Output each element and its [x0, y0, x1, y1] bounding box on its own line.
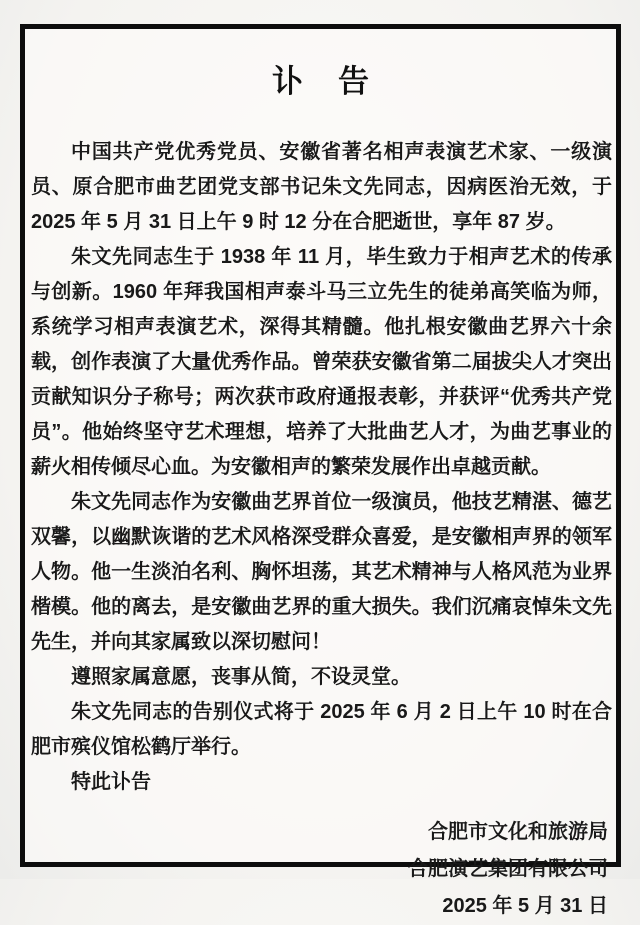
- document-title: 讣 告: [272, 64, 371, 99]
- body-paragraph-family-wishes: 遵照家属意愿，丧事从简，不设灵堂。: [71, 666, 411, 688]
- obituary-frame: [20, 24, 621, 917]
- body-paragraph-farewell-ceremony: 朱文先同志的告别仪式将于 2025 年 6 月 2 日上午 10 时在合肥市殡仪馆松鹤厅举行。: [31, 701, 612, 758]
- body-paragraph-biography: 朱文先同志生于 1938 年 11 月，毕生致力于相声艺术的传承与创新。1960 年拜我国相声泰斗马三立先生的徒弟高笑临为师，系统学习相声表演艺术，深得其精髓。他扎根安徽曲艺界六十余载，创作表演了大量优秀作品。曾荣获安徽省第二届拔尖人才突出贡献知识分子称号；两次获市政府通报表彰，并获评“优秀共产党员”。他始终坚守艺术理想，培养了大批曲艺人才，为曲艺事业的薪火相传倾尽心血。为安徽相声的繁荣发展作出卓越贡献。: [31, 246, 612, 478]
- signature-issuer-culture-tourism-bureau: 合肥市文化和旅游局: [428, 821, 608, 843]
- signature-block: [31, 814, 612, 925]
- body-paragraph-death-announcement: 中国共产党优秀党员、安徽省著名相声表演艺术家、一级演员、原合肥市曲艺团党支部书记朱文先同志，因病医治无效，于 2025 年 5 月 31 日上午 9 时 12 分在合肥逝世，享年 87 岁。: [31, 141, 612, 233]
- signature-date: 2025 年 5 月 31 日: [442, 895, 608, 917]
- body-paragraph-closing: 特此讣告: [71, 771, 151, 793]
- body-paragraph-tribute: 朱文先同志作为安徽曲艺界首位一级演员，他技艺精湛、德艺双馨，以幽默诙谐的艺术风格深受群众喜爱，是安徽相声界的领军人物。他一生淡泊名利、胸怀坦荡，其艺术精神与人格风范为业界楷模。他的离去，是安徽曲艺界的重大损失。我们沉痛哀悼朱文先先生，并向其家属致以深切慰问！: [31, 491, 612, 653]
- signature-issuer-performing-arts-group: 合肥演艺集团有限公司: [408, 858, 608, 880]
